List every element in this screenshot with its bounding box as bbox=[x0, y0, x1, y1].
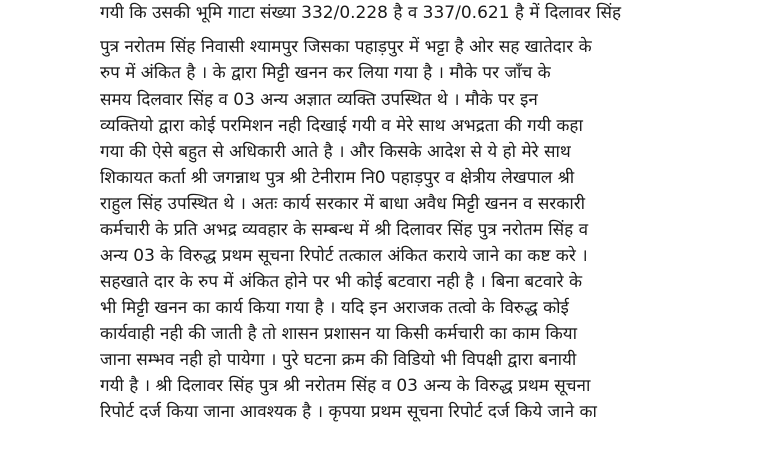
text-line-8: राहुल सिंह उपस्थित थे । अतः कार्य सरकार में बाधा अवैध मिट्टी खनन व सरकारी bbox=[100, 194, 586, 214]
text-line-16: रिपोर्ट दर्ज किया जाना आवश्यक है । कृपया प्रथम सूचना रिपोर्ट दर्ज किये जाने का bbox=[100, 402, 597, 422]
text-line-13: कार्यवाही नही की जाती है तो शासन प्रशासन या किसी कर्मचारी का काम किया bbox=[100, 324, 578, 344]
text-line-2: पुत्र नरोतम सिंह निवासी श्यामपुर जिसका पहाड़पुर में भट्टा है ओर सह खातेदार के bbox=[100, 37, 592, 57]
text-line-14: जाना सम्भव नही हो पायेगा । पुरे घटना क्रम की विडियो भी विपक्षी द्वारा बनायी bbox=[100, 350, 577, 370]
text-line-3: रुप में अंकित है । के द्वारा मिट्टी खनन कर लिया गया है । मौके पर जाँच के bbox=[100, 63, 551, 83]
text-line-11: सहखाते दार के रुप में अंकित होने पर भी कोई बटवारा नही है । बिना बटवारे के bbox=[100, 272, 583, 292]
text-line-10: अन्य 03 के विरुद्ध प्रथम सूचना रिपोर्ट तत्काल अंकित कराये जाने का कष्ट करे । bbox=[100, 246, 588, 266]
text-line-15: गयी है । श्री दिलावर सिंह पुत्र श्री नरोतम सिंह व 03 अन्य के विरुद्ध प्रथम सूचना bbox=[100, 376, 591, 396]
text-line-9: कर्मचारी के प्रति अभद्र व्यवहार के सम्बन्ध में श्री दिलावर सिंह पुत्र नरोतम सिंह व bbox=[100, 220, 589, 240]
text-line-5: व्यक्तियो द्वारा कोई परमिशन नही दिखाई गयी व मेरे साथ अभद्रता की गयी कहा bbox=[100, 116, 583, 136]
text-line-4: समय दिलवार सिंह व 03 अन्य अज्ञात व्यक्ति उपस्थित थे । मौके पर इन bbox=[100, 90, 538, 110]
text-line-7: शिकायत कर्ता श्री जगन्नाथ पुत्र श्री टेनीराम नि0 पहाड़पुर व क्षेत्रीय लेखपाल श्री bbox=[100, 168, 575, 188]
text-line-6: गया की ऐसे बहुत से अधिकारी आते है । और किसके आदेश से ये हो मेरे साथ bbox=[100, 142, 571, 162]
text-line-12: भी मिट्टी खनन का कार्य किया गया है । यदि इन अराजक तत्वो के विरुद्ध कोई bbox=[100, 298, 569, 318]
text-line-1: गयी कि उसकी भूमि गाटा संख्या 332/0.228 है व 337/0.621 है में दिलावर सिंह bbox=[100, 3, 622, 23]
